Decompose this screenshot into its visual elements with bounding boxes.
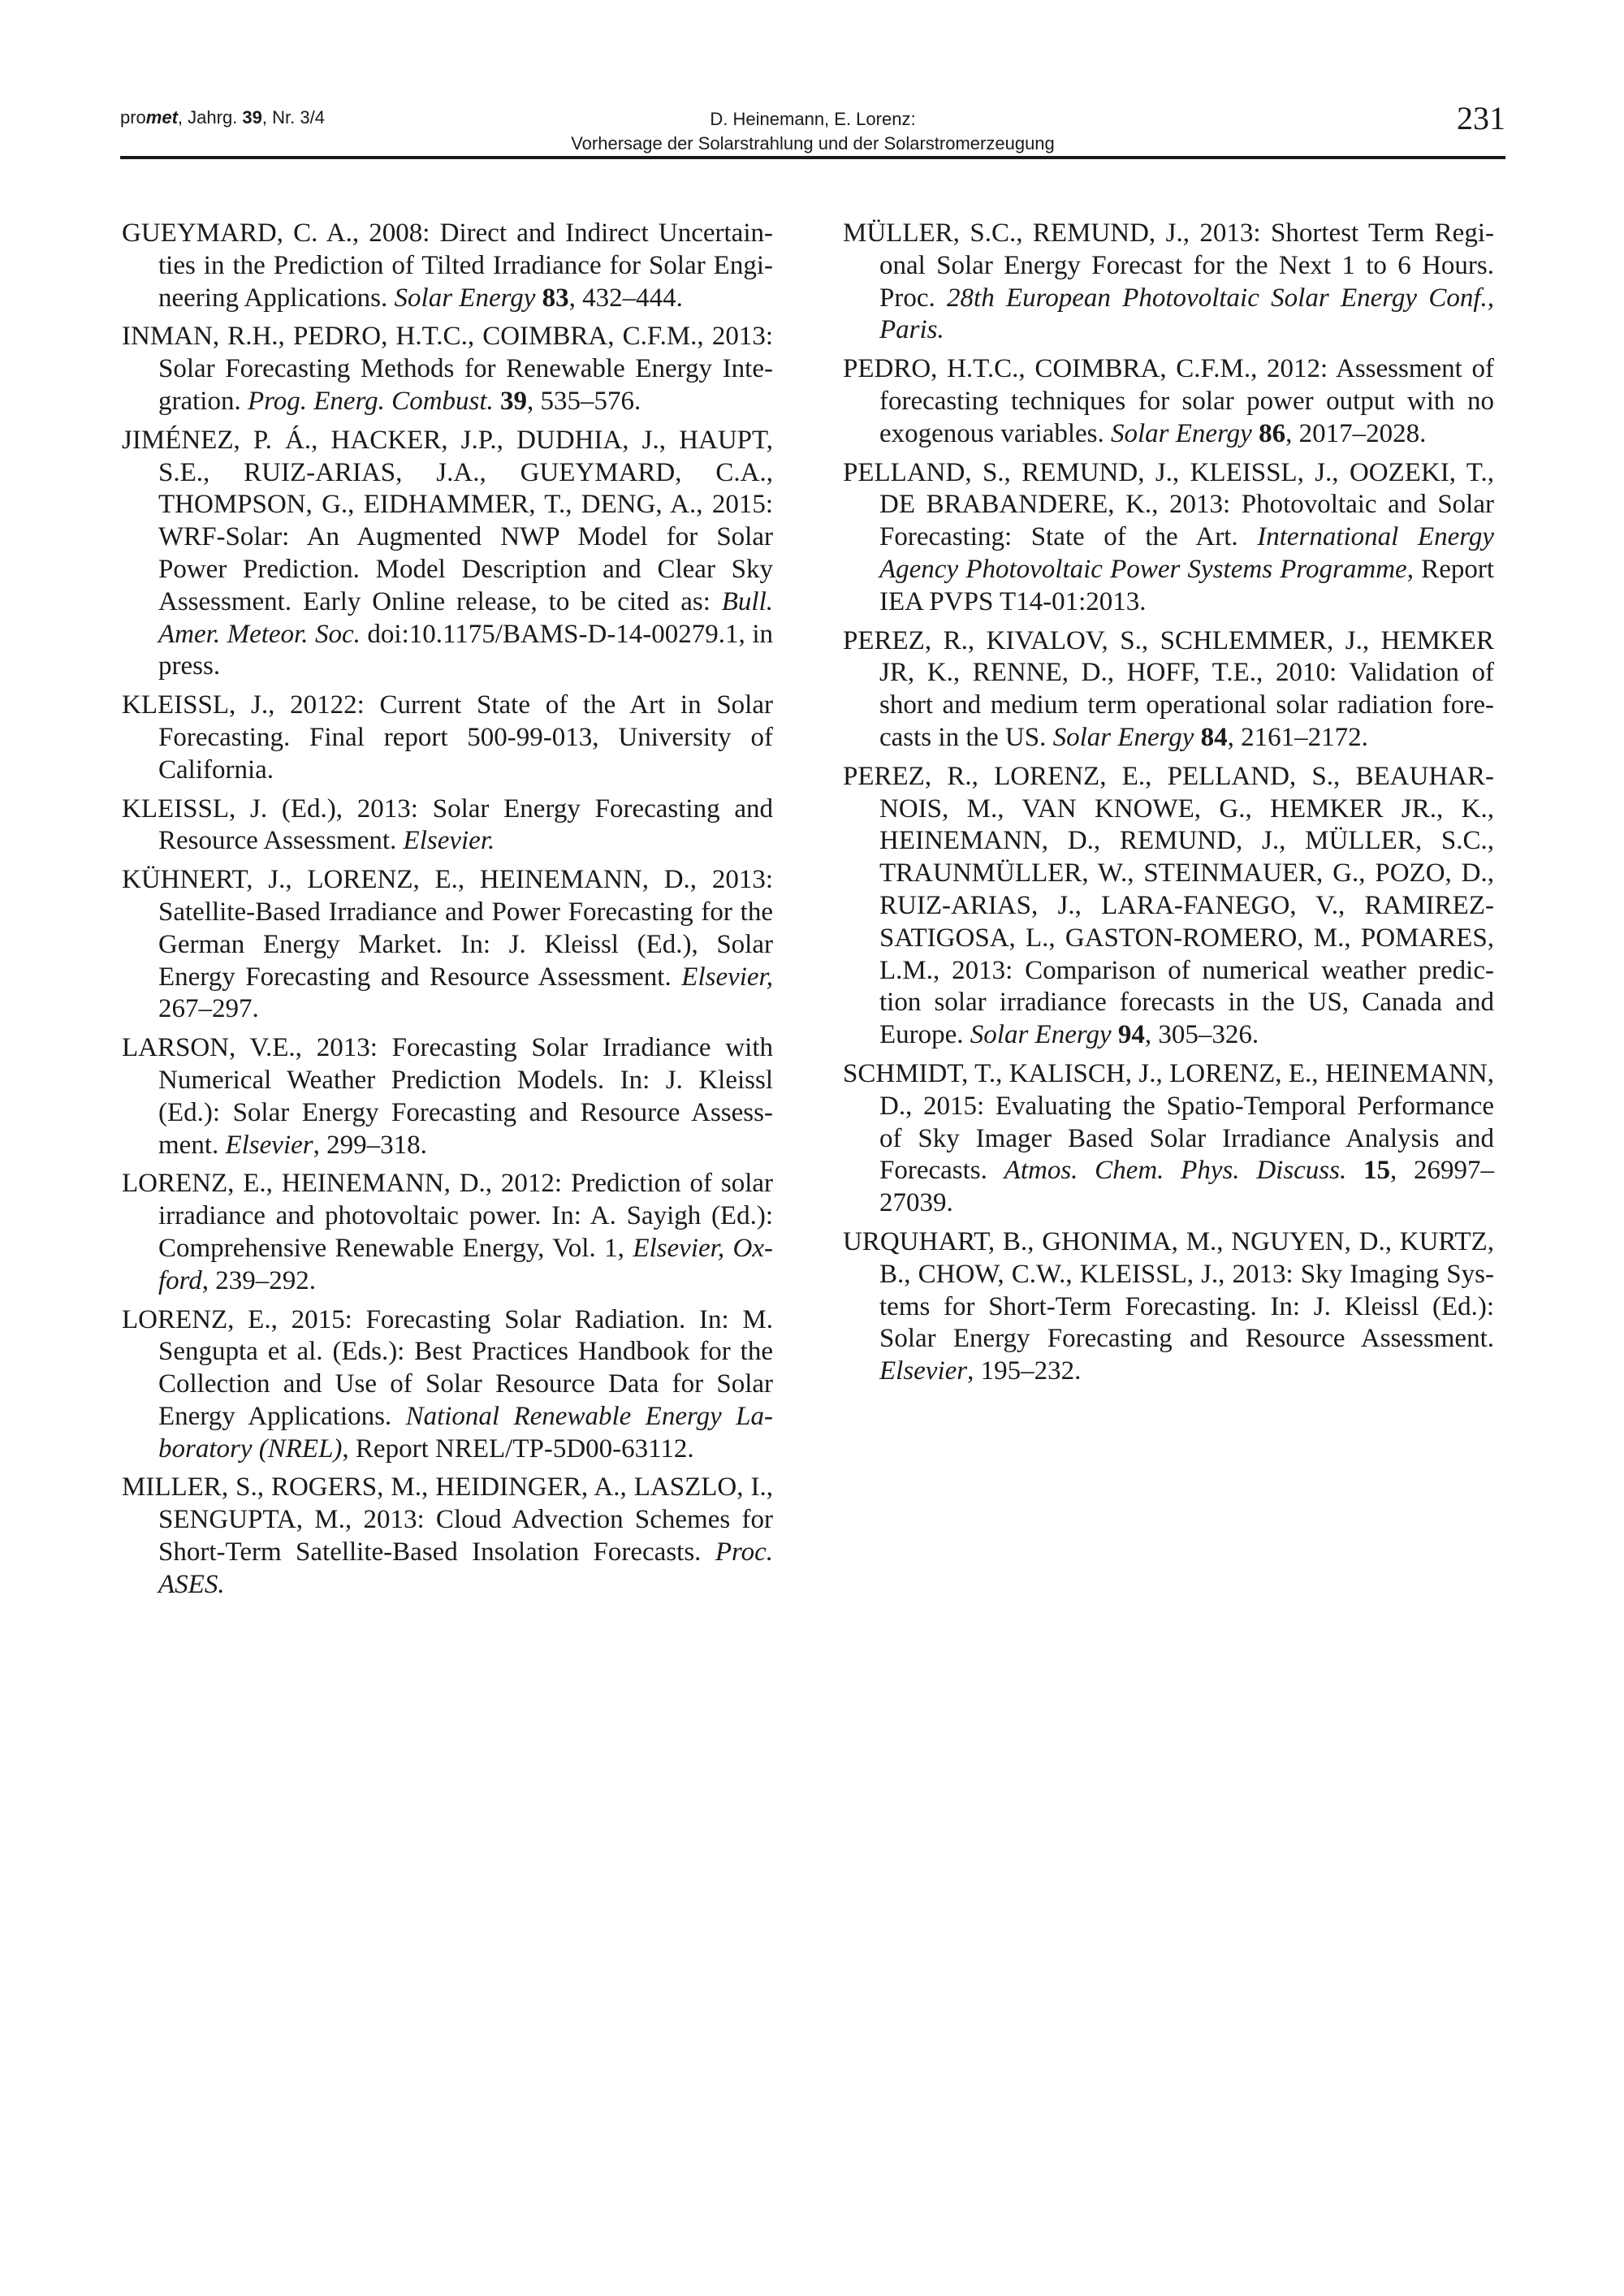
reference-journal: Elsevier, — [681, 962, 773, 992]
reference-text: GUEYMARD, C. A., 2008: Direct and Indirect Uncertainties in the Prediction of Tilted Irradiance for Solar Engineering Applications. — [122, 218, 773, 313]
reference-journal: Elsevier — [225, 1130, 313, 1160]
reference-entry — [843, 457, 1494, 619]
reference-journal: Solar Energy — [1111, 418, 1252, 448]
reference-volume: 15 — [1346, 1156, 1391, 1186]
reference-tail: , 195–232. — [967, 1356, 1082, 1386]
reference-text: PELLAND, S., REMUND, J., KLEISSL, J., OOZEKI, T., DE BRABANDERE, K., 2013: Photovoltaic and Solar Forecasting: State of the Art. — [843, 457, 1494, 552]
reference-tail: , 305–326. — [1144, 1020, 1259, 1050]
reference-volume: 84 — [1194, 722, 1228, 752]
reference-journal: International Energy Agency Photovoltaic Power Systems Programme — [879, 522, 1494, 584]
reference-text: LARSON, V.E., 2013: Forecasting Solar Irradiance with Numerical Weather Prediction Models. In: J. Kleissl (Ed.): Solar Energy Forecasting and Resource Assessment. — [122, 1033, 773, 1160]
reference-tail: , 2017–2028. — [1285, 418, 1427, 448]
article-info — [120, 107, 1505, 156]
reference-tail: , 26997–27039. — [879, 1156, 1495, 1218]
reference-volume: 39 — [493, 386, 528, 416]
reference-entry — [122, 864, 773, 1026]
reference-entry — [122, 690, 773, 786]
reference-text: PEDRO, H.T.C., COIMBRA, C.F.M., 2012: Assessment of forecasting techniques for solar power output with no exogenous variables. — [843, 354, 1494, 448]
reference-tail: , Report IEA PVPS T14-01:2013. — [879, 554, 1494, 616]
reference-journal: Atmos. Chem. Phys. Discuss. — [1004, 1156, 1347, 1186]
reference-text: INMAN, R.H., PEDRO, H.T.C., COIMBRA, C.F.M., 2013: Solar Forecasting Methods for Renewable Energy Integration. — [122, 322, 773, 416]
reference-text: PEREZ, R., KIVALOV, S., SCHLEMMER, J., HEMKER JR, K., RENNE, D., HOFF, T.E., 2010: Validation of short and medium term operational solar radiation forecasts in the US. — [843, 625, 1494, 752]
reference-volume: 86 — [1251, 418, 1286, 448]
reference-tail: 267–297. — [158, 994, 259, 1024]
reference-entry — [843, 1058, 1494, 1220]
reference-journal: 28th European Photovoltaic Solar Energy Conf., Paris. — [879, 283, 1494, 345]
reference-journal: Prog. Energ. Combust. — [247, 386, 494, 416]
references-left-column — [122, 218, 773, 1608]
journal-text: , Jahrg. — [177, 107, 243, 128]
reference-journal: Solar Energy — [1052, 722, 1194, 752]
reference-text: KLEISSL, J., 20122: Current State of the Art in Solar Forecasting. Final report 500-99-013, University of California. — [122, 690, 773, 785]
reference-entry — [122, 218, 773, 314]
reference-entry — [122, 1032, 773, 1161]
reference-entry — [843, 218, 1494, 347]
reference-entry — [122, 1168, 773, 1297]
running-header — [120, 97, 1505, 159]
reference-tail: , 299–318. — [313, 1130, 427, 1160]
reference-tail: , 432–444. — [568, 283, 683, 313]
reference-entry — [122, 425, 773, 683]
reference-tail: , Report NREL/TP-5D00-63112. — [342, 1433, 694, 1464]
journal-prefix: pro — [120, 107, 146, 128]
reference-journal: Proc. ASES. — [158, 1537, 773, 1599]
reference-text: MILLER, S., ROGERS, M., HEIDINGER, A., LASZLO, I., SENGUPTA, M., 2013: Cloud Advection Schemes for Short-Term Satellite-Based Insolation Forecasts. — [122, 1472, 773, 1567]
reference-journal: National Renewable Energy Laboratory (NREL) — [158, 1401, 773, 1464]
reference-journal: Solar Energy — [394, 283, 536, 313]
reference-volume: 83 — [535, 283, 569, 313]
journal-issue: , Nr. 3/4 — [261, 107, 325, 128]
references-right-column — [843, 218, 1494, 1394]
reference-text: LORENZ, E., HEINEMANN, D., 2012: Prediction of solar irradiance and photovoltaic power. In: A. Sayigh (Ed.): Comprehensive Renewable Energy, Vol. 1, — [122, 1169, 773, 1263]
reference-entry — [843, 353, 1494, 450]
header-authors: D. Heinemann, E. Lorenz: — [710, 109, 916, 129]
reference-entry — [122, 1304, 773, 1466]
reference-entry — [843, 761, 1494, 1052]
reference-text: URQUHART, B., GHONIMA, M., NGUYEN, D., KURTZ, B., CHOW, C.W., KLEISSL, J., 2013: Sky Imaging Systems for Short-Term Forecasting. In: J. Kleissl (Ed.): Solar Energy Forecasting and Resource Assessment. — [843, 1226, 1494, 1354]
reference-journal: Elsevier — [879, 1356, 968, 1386]
reference-tail: , 239–292. — [201, 1265, 317, 1295]
reference-text: JIMÉNEZ, P. Á., HACKER, J.P., DUDHIA, J., HAUPT, S.E., RUIZ-ARIAS, J.A., GUEYMARD, C.A., THOMPSON, G., EIDHAMMER, T., DENG, A., 2015: WRF-Solar: An Augmented NWP Model for Solar Power Prediction. Model Description and Clear Sky Assessment. Early Online release, to be cited as: — [122, 425, 773, 616]
journal-volume: 39 — [242, 107, 262, 128]
reference-text: KÜHNERT, J., LORENZ, E., HEINEMANN, D., 2013: Satellite-Based Irradiance and Power Forecasting for the German Energy Market. In: J. Kleissl (Ed.), Solar Energy Forecasting and Resource Assessment. — [122, 865, 773, 992]
reference-tail: , 2161–2172. — [1227, 722, 1368, 752]
journal-emph: met — [145, 107, 178, 128]
reference-text: PEREZ, R., LORENZ, E., PELLAND, S., BEAUHARNOIS, M., VAN KNOWE, G., HEMKER JR., K., HEINEMANN, D., REMUND, J., MÜLLER, S.C., TRAUNMÜLLER, W., STEINMAUER, G., POZO, D., RUIZ-ARIAS, J., LARA-FANEGO, V., RAMIREZ-SATIGOSA, L., GASTON-ROMERO, M., POMARES, L.M., 2013: Comparison of numerical weather prediction solar irradiance forecasts in the US, Canada and Europe. — [843, 761, 1494, 1050]
reference-tail: , 535–576. — [527, 386, 641, 416]
reference-journal: Bull. Amer. Meteor. Soc. — [158, 586, 773, 649]
reference-text: MÜLLER, S.C., REMUND, J., 2013: Shortest Term Regional Solar Energy Forecast for the Next 1 to 6 Hours. Proc. — [843, 218, 1494, 313]
reference-entry — [122, 793, 773, 858]
reference-tail: doi:10.1175/BAMS-D-14-00279.1, in press. — [158, 619, 773, 681]
page-number: 231 — [1457, 100, 1505, 136]
reference-text: KLEISSL, J. (Ed.), 2013: Solar Energy Forecasting and Resource Assessment. — [122, 793, 773, 856]
reference-entry — [843, 1226, 1494, 1388]
reference-journal: Elsevier. — [403, 826, 495, 856]
reference-text: SCHMIDT, T., KALISCH, J., LORENZ, E., HEINEMANN, D., 2015: Evaluating the Spatio-Temporal Performance of Sky Imager Based Solar Irradiance Analysis and Forecasts. — [843, 1058, 1494, 1186]
reference-volume: 94 — [1111, 1020, 1145, 1050]
reference-entry — [843, 625, 1494, 755]
reference-journal: Elsevier, Oxford — [158, 1233, 773, 1295]
header-title: Vorhersage der Solarstrahlung und der Solarstromerzeugung — [571, 133, 1055, 153]
reference-entry — [122, 1472, 773, 1601]
reference-entry — [122, 321, 773, 417]
reference-text: LORENZ, E., 2015: Forecasting Solar Radiation. In: M. Sengupta et al. (Eds.): Best Practices Handbook for the Collection and Use of Solar Resource Data for Solar Energy Applications. — [122, 1304, 773, 1431]
reference-journal: Solar Energy — [970, 1020, 1112, 1050]
